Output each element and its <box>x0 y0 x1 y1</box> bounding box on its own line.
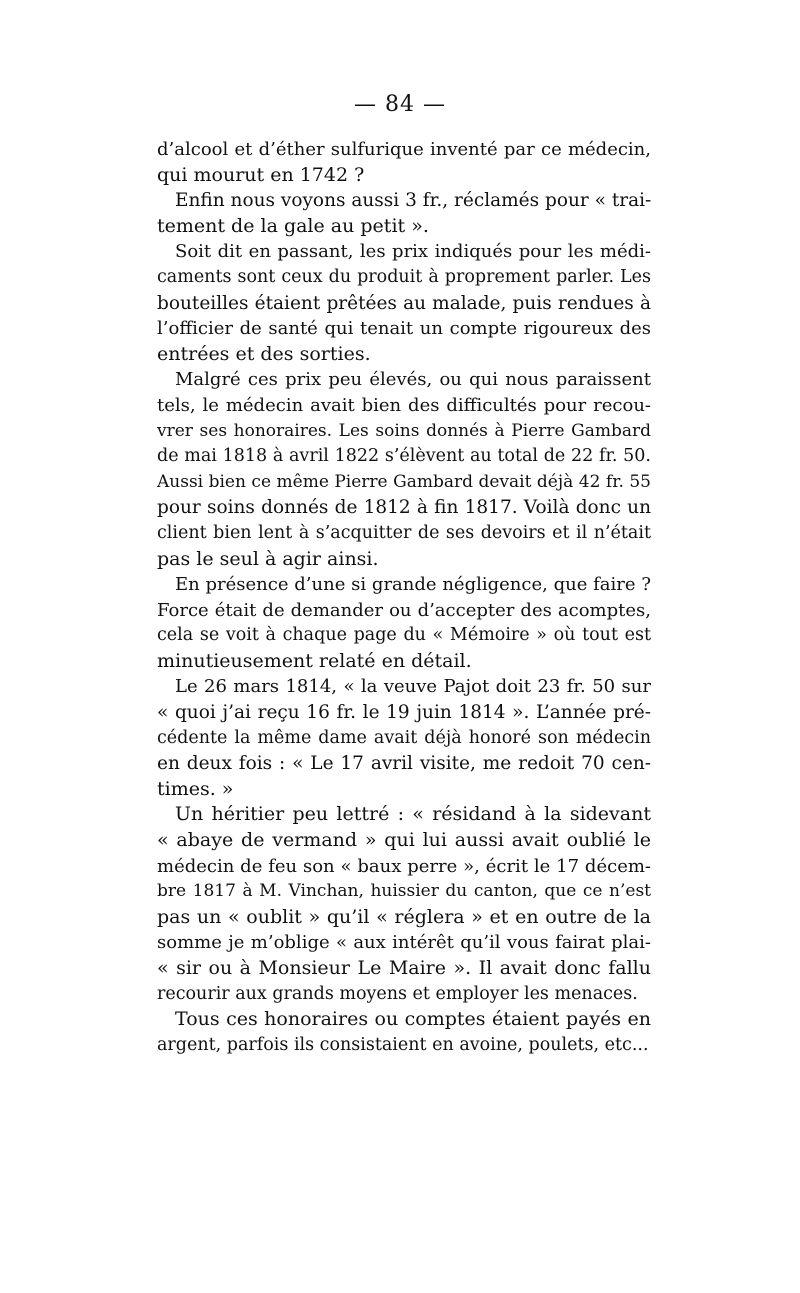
text-line: recourir aux grands moyens et employer les menaces. <box>157 983 638 1004</box>
text-line: caments sont ceux du produit à proprement parler. Les <box>157 266 651 287</box>
text-line: Le 26 mars 1814, « la veuve Pajot doit 23 fr. 50 sur <box>175 676 651 698</box>
text-line: l’officier de santé qui tenait un compte rigoureux des <box>157 318 651 340</box>
text-line: pour soins donnés de 1812 à fin 1817. Voilà donc un <box>157 497 651 519</box>
text-line: Aussi bien ce même Pierre Gambard devait déjà 42 fr. 55 <box>157 471 651 492</box>
text-line: En présence d’une si grande négligence, que faire ? <box>175 574 651 596</box>
text-line: cela se voit à chaque page du « Mémoire » où tout est <box>157 625 651 646</box>
text-line: Malgré ces prix peu élevés, ou qui nous paraissent <box>175 369 651 391</box>
text-line: vrer ses honoraires. Les soins donnés à Pierre Gambard <box>157 420 651 441</box>
page-number: — 84 — <box>354 92 446 117</box>
text-line: médecin de feu son « baux perre », écrit le 17 décem- <box>157 855 651 877</box>
text-line: Force était de demander ou d’accepter des acomptes, <box>157 599 651 621</box>
text-line: bouteilles étaient prêtées au malade, puis rendues à <box>157 292 651 314</box>
body-text <box>157 137 651 1058</box>
text-line: entrées et des sorties. <box>157 342 371 365</box>
text-line: minutieusement relaté en détail. <box>157 649 472 672</box>
text-line: Soit dit en passant, les prix indiqués pour les médi- <box>175 241 651 263</box>
text-line: bre 1817 à M. Vinchan, huissier du canton, que ce n’est <box>157 881 651 902</box>
text-line: times. » <box>157 777 234 800</box>
text-line: pas un « oublit » qu’il « réglera » et en outre de la <box>157 905 651 928</box>
text-line: somme je m’oblige « aux intérêt qu’il vous fairat plai- <box>157 932 651 954</box>
text-line: Un héritier peu lettré : « résidand à la sidevant <box>175 803 651 826</box>
text-line: argent, parfois ils consistaient en avoine, poulets, etc... <box>157 1034 649 1055</box>
text-line: d’alcool et d’éther sulfurique inventé par ce médecin, <box>157 139 651 160</box>
text-line: de mai 1818 à avril 1822 s’élèvent au total de 22 fr. 50. <box>157 446 651 467</box>
text-line: pas le seul à agir ainsi. <box>157 547 379 570</box>
text-line: tels, le médecin avait bien des difficultés pour recou- <box>157 394 651 416</box>
text-line: « sir ou à Monsieur Le Maire ». Il avait donc fallu <box>157 957 651 979</box>
text-line: qui mourut en 1742 ? <box>157 163 365 186</box>
text-line: « quoi j’ai reçu 16 fr. le 19 juin 1814 ». L’année pré- <box>157 702 651 724</box>
text-line: tement de la gale au petit ». <box>157 214 429 237</box>
text-line: cédente la même dame avait déjà honoré son médecin <box>157 727 651 748</box>
text-line: Tous ces honoraires ou comptes étaient payés en <box>175 1008 651 1031</box>
text-line: Enfin nous voyons aussi 3 fr., réclamés pour « trai- <box>175 190 652 212</box>
text-line: en deux fois : « Le 17 avril visite, me redoit 70 cen- <box>157 753 651 775</box>
text-line: client bien lent à s’acquitter de ses devoirs et il n’était <box>157 522 651 543</box>
text-line: « abaye de vermand » qui lui aussi avait oublié le <box>157 829 651 852</box>
